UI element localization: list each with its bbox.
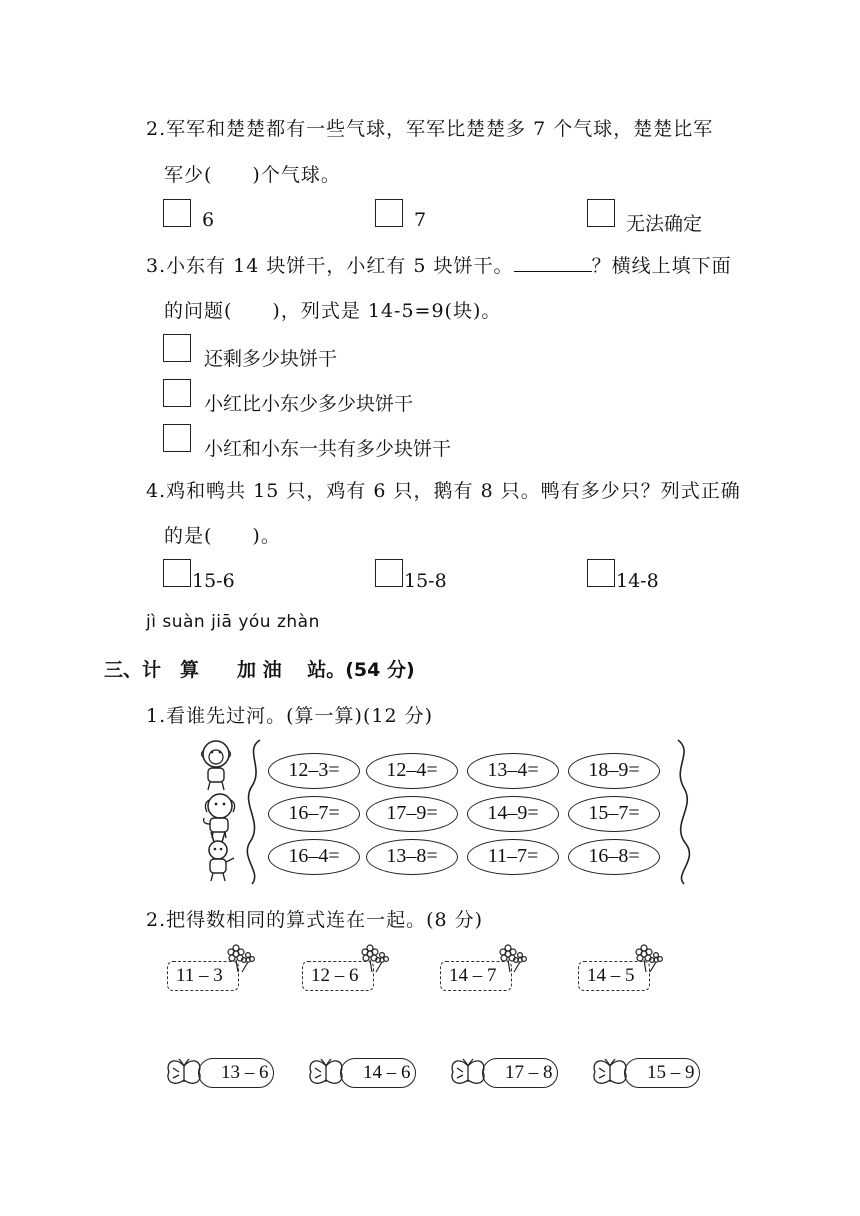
river-stone-1-2: 12–4= [366,753,458,789]
q3-option-b: 小红比小东少多少块饼干 [204,393,414,415]
butterfly-icon [447,1058,489,1090]
q3-checkbox-b[interactable] [163,379,191,407]
q2-option-c: 无法确定 [626,213,703,235]
river-stone-1-3: 13–4= [467,753,559,789]
river-stone-2-2: 17–9= [366,796,458,832]
q3-line1-text-a: 3.小东有 14 块饼干，小红有 5 块饼干。 [146,255,514,277]
flower-expression-3[interactable]: 14 – 7 [440,961,512,991]
river-stone-3-1: 16–4= [268,839,360,875]
river-stone-1-4: 18–9= [568,753,660,789]
q4-checkbox-b[interactable] [375,559,403,587]
q2-option-a: 6 [202,209,215,231]
flower-expression-1[interactable]: 11 – 3 [167,961,239,991]
q3-line1 [146,251,732,278]
butterfly-icon [163,1058,205,1090]
q3-line1-text-b: ？横线上填下面 [591,255,732,277]
butterfly-expression-4[interactable]: 15 – 9 [624,1058,700,1088]
q2-checkbox-a[interactable] [163,199,191,227]
river-stone-3-3: 11–7= [467,839,559,875]
river-stone-3-4: 16–8= [568,839,660,875]
river-stone-1-1: 12–3= [268,753,360,789]
q3-blank-line[interactable] [514,253,592,272]
q4-option-a: 15-6 [192,570,235,592]
flower-expression-2[interactable]: 12 – 6 [302,961,374,991]
flower-icon [494,942,528,976]
q3-line2: 的问题( )，列式是 14-5=9(块)。 [164,300,502,322]
butterfly-icon [589,1058,631,1090]
q4-option-c: 14-8 [616,570,659,592]
flower-expression-4[interactable]: 14 – 5 [578,961,650,991]
q4-checkbox-a[interactable] [163,559,191,587]
flower-icon [222,942,256,976]
river-bank-left [238,738,270,886]
butterfly-icon [305,1058,347,1090]
river-stone-3-2: 13–8= [366,839,458,875]
part1-title: 1.看谁先过河。(算一算)(12 分) [146,705,433,727]
q2-line1: 2.军军和楚楚都有一些气球，军军比楚楚多 7 个气球，楚楚比军 [146,118,714,140]
section-pinyin: jì suàn jiā yóu zhàn [146,612,320,632]
q3-option-c: 小红和小东一共有多少块饼干 [204,438,452,460]
flower-icon [356,942,390,976]
q4-line2: 的是( )。 [164,525,281,547]
q2-option-b: 7 [414,209,427,231]
butterfly-expression-3[interactable]: 17 – 8 [482,1058,558,1088]
flower-icon [630,942,664,976]
q2-checkbox-c[interactable] [587,199,615,227]
q4-option-b: 15-8 [404,570,447,592]
part2-title: 2.把得数相同的算式连在一起。(8 分) [146,909,484,931]
river-stone-2-1: 16–7= [268,796,360,832]
q3-option-a: 还剩多少块饼干 [204,348,338,370]
q4-line1: 4.鸡和鸭共 15 只，鸡有 6 只，鹅有 8 只。鸭有多少只？列式正确 [146,480,741,502]
q2-checkbox-b[interactable] [375,199,403,227]
butterfly-expression-2[interactable]: 14 – 6 [340,1058,416,1088]
river-stone-2-3: 14–9= [467,796,559,832]
q3-checkbox-c[interactable] [163,424,191,452]
q4-checkbox-c[interactable] [587,559,615,587]
butterfly-expression-1[interactable]: 13 – 6 [198,1058,274,1088]
q2-line2: 军少( )个气球。 [164,164,341,186]
section-3-heading: 三、计 算 加 油 站。(54 分) [104,659,415,681]
river-bank-right [664,738,700,886]
q3-checkbox-a[interactable] [163,334,191,362]
river-stone-2-4: 15–7= [568,796,660,832]
